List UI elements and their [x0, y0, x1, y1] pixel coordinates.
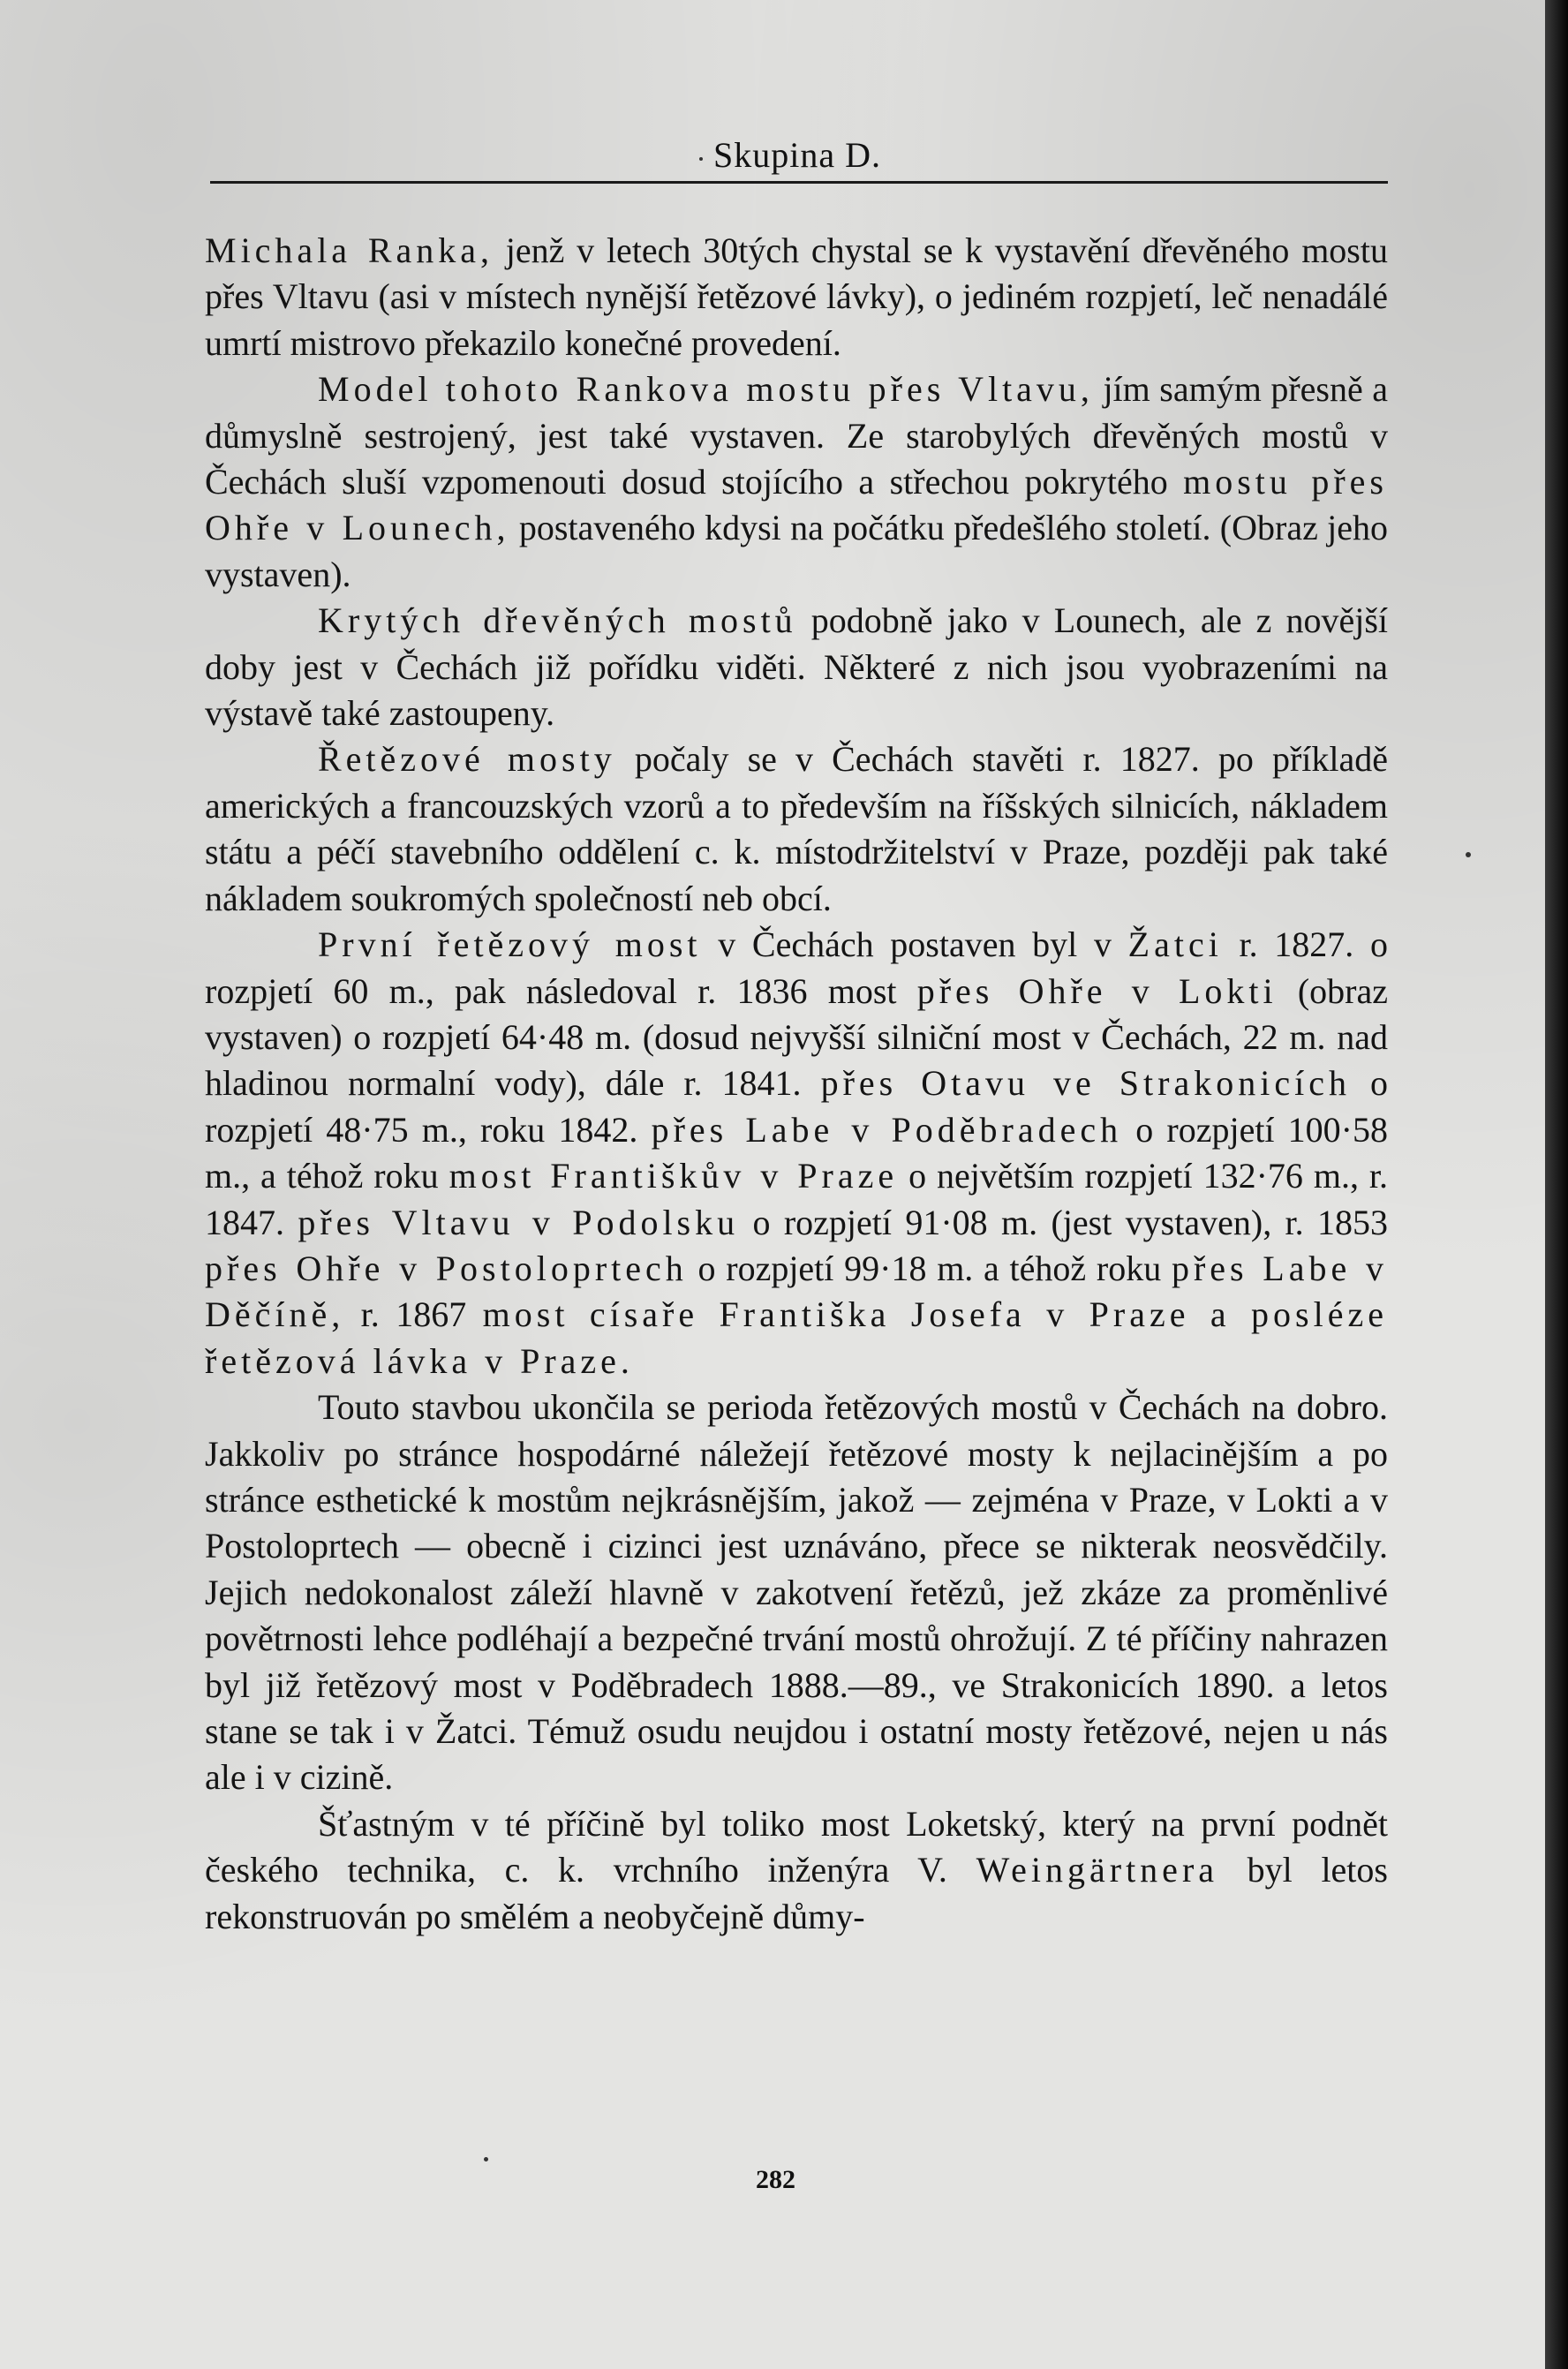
text-run: o rozpjetí 99·18 m. a téhož roku [687, 1248, 1172, 1288]
text-run: v Čechách postaven byl v [701, 924, 1128, 965]
ink-speck [1466, 852, 1471, 857]
text-run: byl letos rekonstruován po smělém a neobyčejně důmy- [205, 1850, 1388, 1936]
text-run: (obraz vystaven) o rozpjetí 64·48 m. (dosud nejvyšší silniční most v Čechách, 22 m. nad hladinou normalní vody), dále r. 1841. [205, 970, 1388, 1104]
header-rule [210, 181, 1388, 184]
paragraph [205, 1384, 1388, 1801]
spaced-emphasis: most císaře Františka Josefa v Praze a posléze řetězová lávka v Praze. [205, 1294, 1388, 1381]
text-run: jím samým přesně a důmyslně sestrojený, jest také vystaven. Ze starobylých dřevěných mostů v Čechách sluší vzpomenouti dosud stojícího a střechou pokrytého [205, 369, 1388, 502]
text-run: podobně jako v Lounech, ale z novější doby jest v Čechách již pořídku viděti. Některé z nich jsou vyobrazeními na výstavě také zastoupeny. [205, 600, 1388, 734]
body-text [205, 228, 1388, 1940]
text-run: jenž v letech 30tých chystal se k vystavění dřevěného mostu přes Vltavu (asi v místech nynější řetězové lávky), o jediném rozpjetí, leč nenadálé umrtí mistrovo překazilo konečné provedení. [205, 230, 1388, 363]
spaced-emphasis: Weingärtnera [976, 1850, 1219, 1890]
text-run: postaveného kdysi na počátku předešlého století. (Obraz jeho vystaven). [205, 508, 1389, 594]
text-run: o největším rozpjetí 132·76 m., r. 1847. [205, 1156, 1389, 1242]
page-number: 282 [756, 2165, 795, 2194]
spaced-emphasis: přes Labe v Děčíně, [205, 1248, 1388, 1335]
spaced-emphasis: most Františkův v Praze [449, 1156, 899, 1196]
text-run: o rozpjetí 48·75 m., roku 1842. [205, 1063, 1389, 1150]
spaced-emphasis: přes Vltavu v Podolsku [298, 1202, 740, 1242]
text-run: Touto stavbou ukončila se perioda řetězových mostů v Čechách na dobro. Jakkoliv po stránce hospodárné náležejí řetězové mosty k nejlacinějším a po stránce esthetické k mostům nejkrásnějším, jakož — zejména v Praze, v Lokti a v Postoloprtech — obecně i cizinci jest uznáváno, přece se nikterak neosvědčily. Jejich nedokonalost záleží hlavně v zakotvení řetězů, jež zkáze za proměnlivé povětrnosti lehce podléhají a bezpečné trvání mostů ohrožují. Z té příčiny nahrazen byl již řetězový most v Poděbradech 1888.—89., ve Strakonicích 1890. a letos stane se tak i v Žatci. Témuž osudu neujdou i ostatní mosty řetězové, nejen u nás ale i v cizině. [205, 1387, 1388, 1798]
spaced-emphasis: Model tohoto Rankova mostu přes Vltavu, [318, 369, 1094, 410]
spaced-emphasis: přes Otavu ve Strakonicích [820, 1063, 1351, 1104]
page-header: Skupina D. [713, 135, 881, 175]
spaced-emphasis: mostu přes Ohře v Lounech, [205, 462, 1388, 548]
paragraph [205, 598, 1388, 736]
text-run: o rozpjetí 100·58 m., a téhož roku [205, 1109, 1388, 1196]
paragraph [205, 1801, 1388, 1940]
text-run: o rozpjetí 91·08 m. (jest vystaven), r. 1853 [739, 1202, 1389, 1242]
text-run: počaly se v Čechách stavěti r. 1827. po příkladě amerických a francouzských vzorů a to především na říšských silnicích, nákladem státu a péčí stavebního oddělení c. k. místodržitelství v Praze, později pak také nákladem soukromých společností neb obcí. [205, 739, 1388, 918]
paragraph [205, 922, 1388, 1384]
spaced-emphasis: Michala Ranka, [205, 230, 494, 270]
scan-edge-shadow [1545, 0, 1568, 2369]
text-run: r. 1867 [344, 1294, 483, 1335]
spaced-emphasis: Žatci [1127, 924, 1223, 965]
spaced-emphasis: Řetězové mosty [318, 739, 616, 780]
text-run: Šťastným v té příčině byl toliko most Loketský, který na první podnět českého technika, c. k. vrchního inženýra V. [205, 1803, 1388, 1890]
text-run: r. 1827. o rozpjetí 60 m., pak následoval r. 1836 most [205, 924, 1388, 1011]
paragraph [205, 228, 1388, 366]
spaced-emphasis: přes Ohře v Postoloprtech [205, 1248, 688, 1288]
spaced-emphasis: přes Labe v Poděbradech [651, 1109, 1123, 1150]
ink-speck [484, 2157, 488, 2162]
paragraph [205, 366, 1388, 598]
spaced-emphasis: První řetězový most [318, 924, 702, 965]
ink-speck [699, 157, 703, 161]
paragraph [205, 736, 1388, 922]
spaced-emphasis: Krytých dřevěných mostů [318, 600, 797, 641]
spaced-emphasis: přes Ohře v Lokti [916, 970, 1278, 1011]
